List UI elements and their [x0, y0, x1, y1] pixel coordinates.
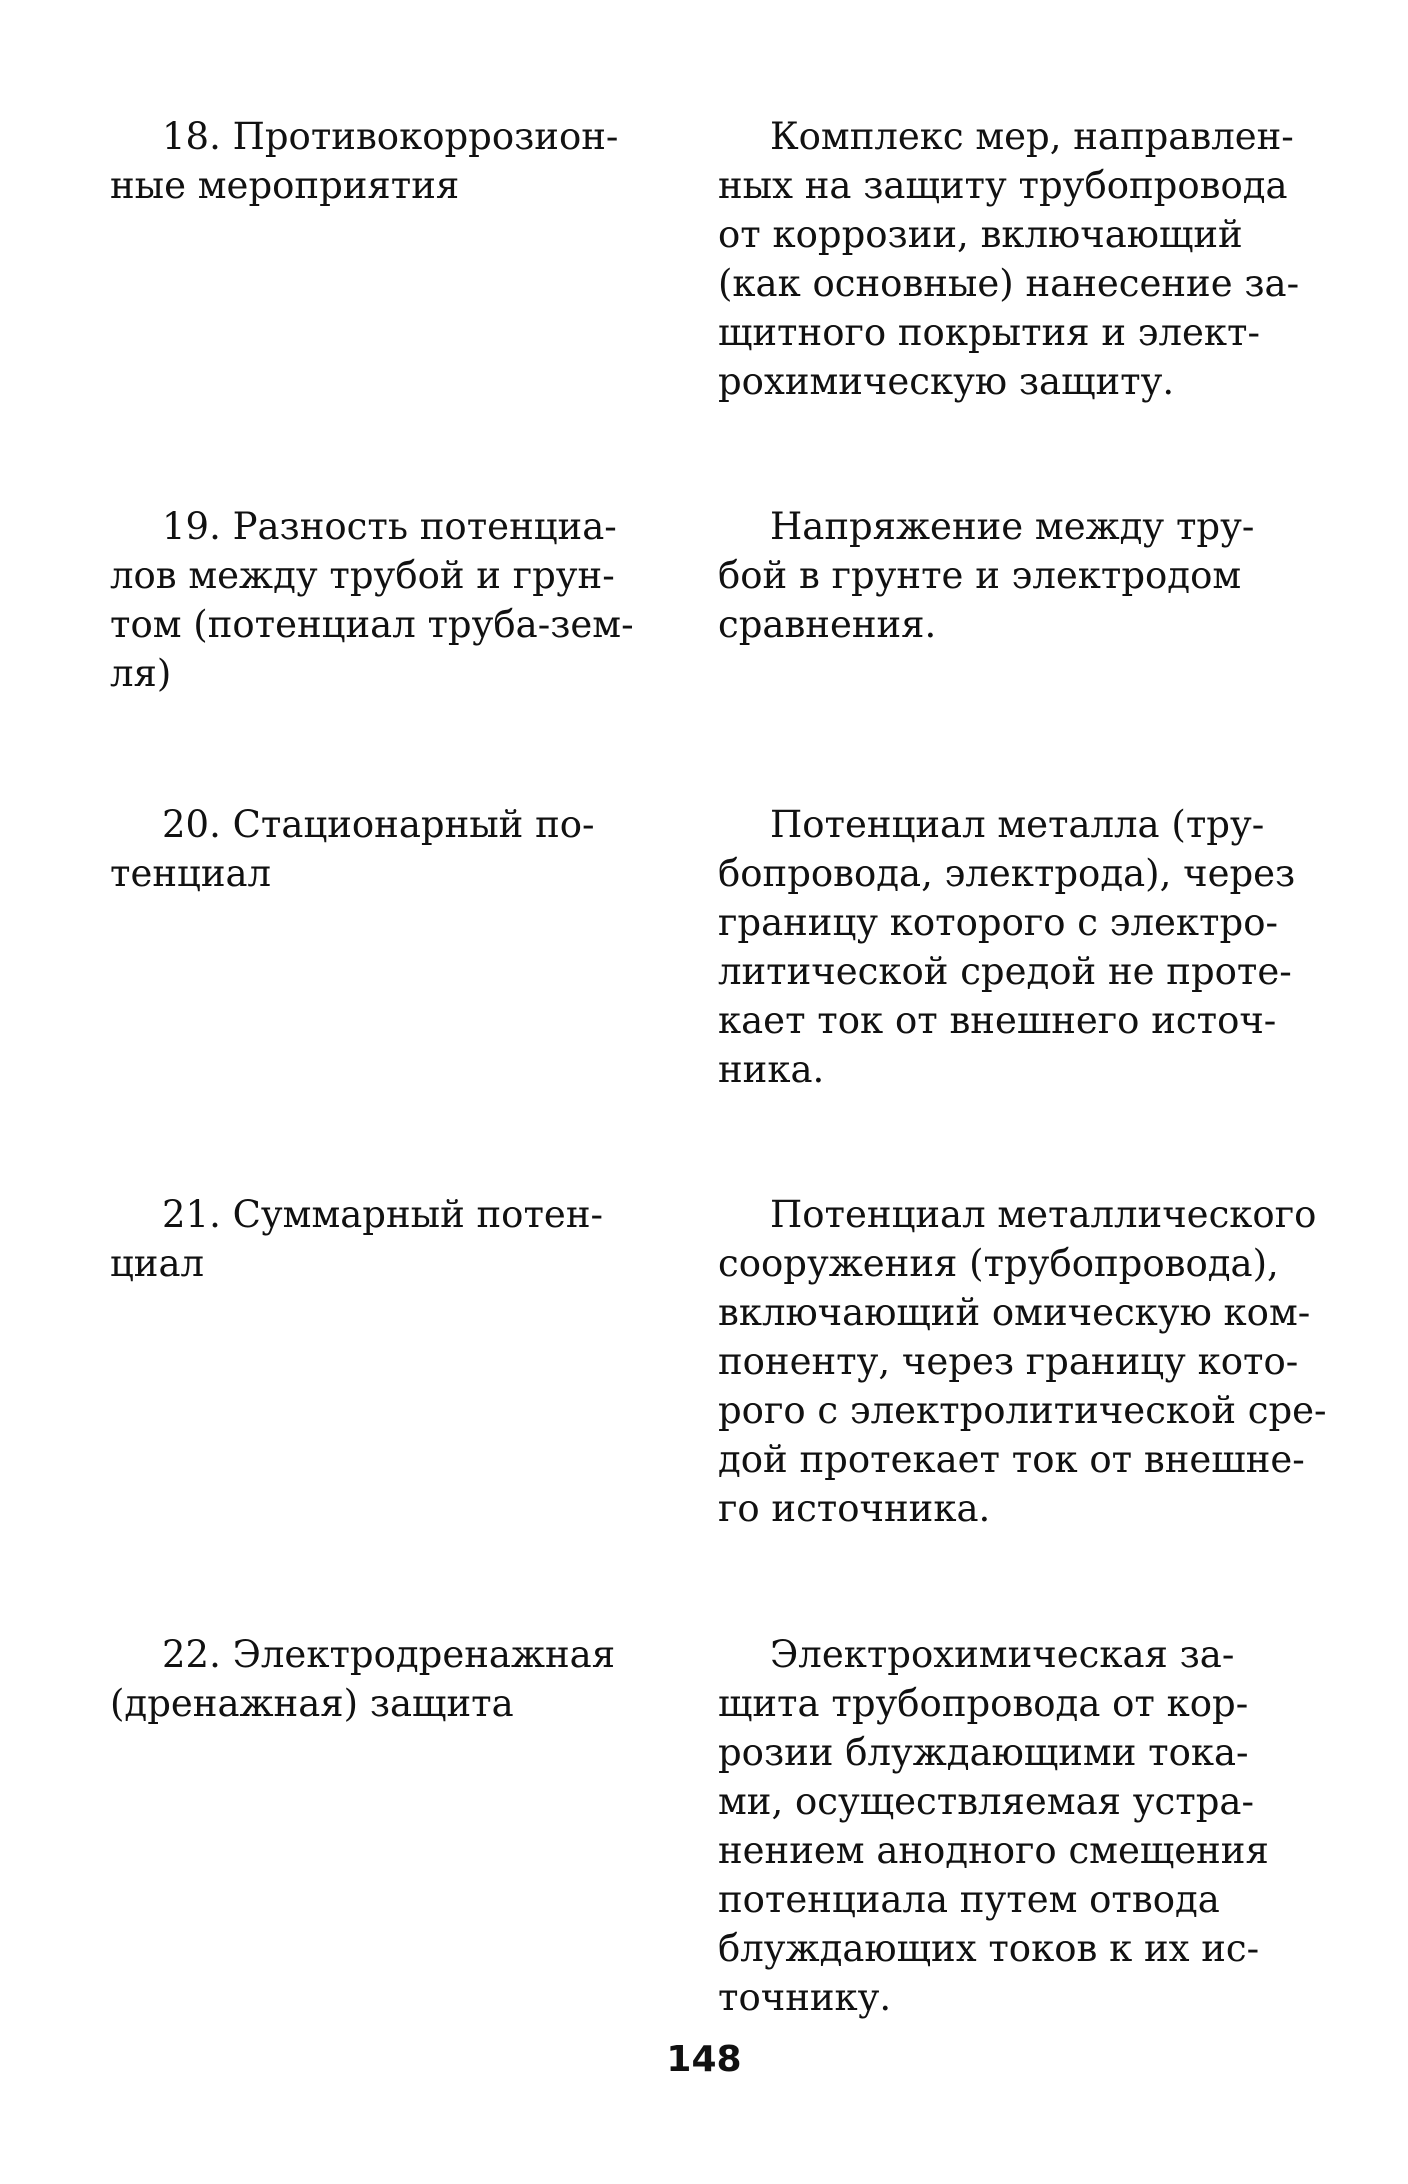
- definition-line: ных на защиту трубопровода: [718, 164, 1288, 207]
- definition-line: нением анодного смещения: [718, 1829, 1269, 1872]
- definition-line: щита трубопровода от кор-: [718, 1682, 1249, 1725]
- definition-line: точнику.: [718, 1976, 892, 2019]
- term-line: лов между трубой и грун-: [110, 554, 615, 597]
- definition: [718, 502, 1398, 649]
- definition-line: ника.: [718, 1048, 825, 1091]
- definition-line: кает ток от внешнего источ-: [718, 999, 1277, 1042]
- definition-line: потенциала путем отвода: [718, 1878, 1220, 1921]
- definition-line: блуждающих токов к их ис-: [718, 1927, 1260, 1970]
- definition: [718, 1630, 1398, 2022]
- term-line: (дренажная) защита: [110, 1682, 514, 1725]
- term-line: 22. Электродренажная: [162, 1633, 616, 1676]
- definition-line: сооружения (трубопровода),: [718, 1242, 1279, 1285]
- term-line: 19. Разность потенциа-: [162, 505, 617, 548]
- definition-line: от коррозии, включающий: [718, 213, 1243, 256]
- term-line: ные мероприятия: [110, 164, 460, 207]
- definition-line: поненту, через границу кото-: [718, 1340, 1299, 1383]
- definition-line: розии блуждающими тока-: [718, 1731, 1249, 1774]
- definition-line: рого с электролитической сре-: [718, 1389, 1327, 1432]
- definition: [718, 112, 1398, 406]
- term: [110, 800, 670, 898]
- definition-line: сравнения.: [718, 603, 937, 646]
- term-line: 20. Стационарный по-: [162, 803, 595, 846]
- definition-line: го источника.: [718, 1487, 991, 1530]
- term: [110, 1630, 670, 1728]
- term: [110, 502, 670, 698]
- term: [110, 112, 670, 210]
- definition-line: Электрохимическая за-: [770, 1633, 1235, 1676]
- term: [110, 1190, 670, 1288]
- definition-line: щитного покрытия и элект-: [718, 311, 1260, 354]
- term-line: циал: [110, 1242, 205, 1285]
- definition: [718, 800, 1398, 1094]
- definition-line: Напряжение между тру-: [770, 505, 1255, 548]
- definition-line: ми, осуществляемая устра-: [718, 1780, 1254, 1823]
- definition-line: бопровода, электрода), через: [718, 852, 1296, 895]
- definition-line: (как основные) нанесение за-: [718, 262, 1300, 305]
- term-line: тенциал: [110, 852, 272, 895]
- definition-line: Потенциал металлического: [770, 1193, 1317, 1236]
- term-line: 18. Противокоррозион-: [162, 115, 619, 158]
- term-line: том (потенциал труба-зем-: [110, 603, 634, 646]
- definition-line: Потенциал металла (тру-: [770, 803, 1265, 846]
- definition-line: границу которого с электро-: [718, 901, 1278, 944]
- definition-line: включающий омическую ком-: [718, 1291, 1311, 1334]
- definition-line: рохимическую защиту.: [718, 360, 1175, 403]
- definition-line: дой протекает ток от внешне-: [718, 1438, 1305, 1481]
- term-line: ля): [110, 652, 172, 695]
- definition-line: Комплекс мер, направлен-: [770, 115, 1294, 158]
- definition-line: литической средой не проте-: [718, 950, 1292, 993]
- term-line: 21. Суммарный потен-: [162, 1193, 603, 1236]
- page-number: 148: [666, 2039, 742, 2080]
- definition: [718, 1190, 1398, 1533]
- definition-line: бой в грунте и электродом: [718, 554, 1242, 597]
